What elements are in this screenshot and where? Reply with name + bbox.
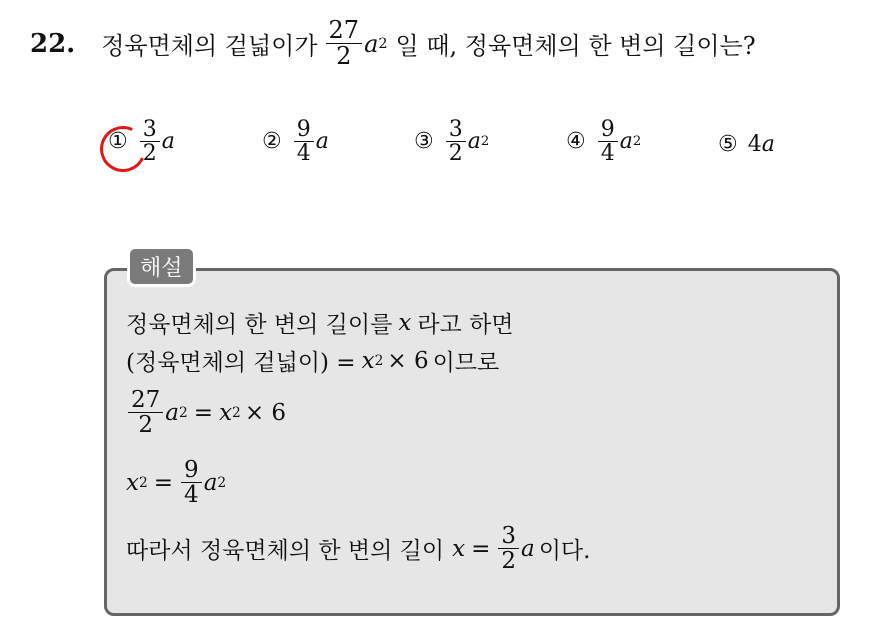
answer-choices [108,118,808,180]
question-text-before: 정육면체의 겉넓이가 [101,32,318,61]
question-text-after: 일 때, 정육면체의 한 변의 길이는? [395,32,756,61]
solution-line-1: 정육면체의 한 변의 길이를 x 라고 하면 [126,309,514,338]
question-fraction: $\frac{27}{2}$ [326,18,363,69]
solution-line-4: x 2 = $\frac{9}{4}$ a 2 [126,457,227,509]
solution-line-2: (정육면체의 겉넓이) = x 2 × 6 이므로 [126,347,500,376]
choice-3[interactable]: ③ $\frac{3}{2}$ a 2 [414,117,490,167]
choice-1[interactable]: ① $\frac{3}{2}$ a [108,117,175,167]
choice-5[interactable]: ⑤ 4 a [718,132,775,157]
question-stem: 22. 정육면체의 겉넓이가 $\frac{27}{2}$ a 2 일 때, 정육면체의 한 변의 길이는? [30,16,756,71]
choice-4[interactable]: ④ $\frac{9}{4}$ a 2 [566,117,642,167]
solution-label: 해설 [127,246,196,287]
solution-line-3: $\frac{27}{2}$ a 2 = x 2 × 6 [126,388,286,437]
solution-line-5: 따라서 정육면체의 한 변의 길이 x = $\frac{3}{2}$ a 이다. [126,523,591,575]
choice-2[interactable]: ② $\frac{9}{4}$ a [262,117,329,167]
question-number: 22. [30,28,76,59]
